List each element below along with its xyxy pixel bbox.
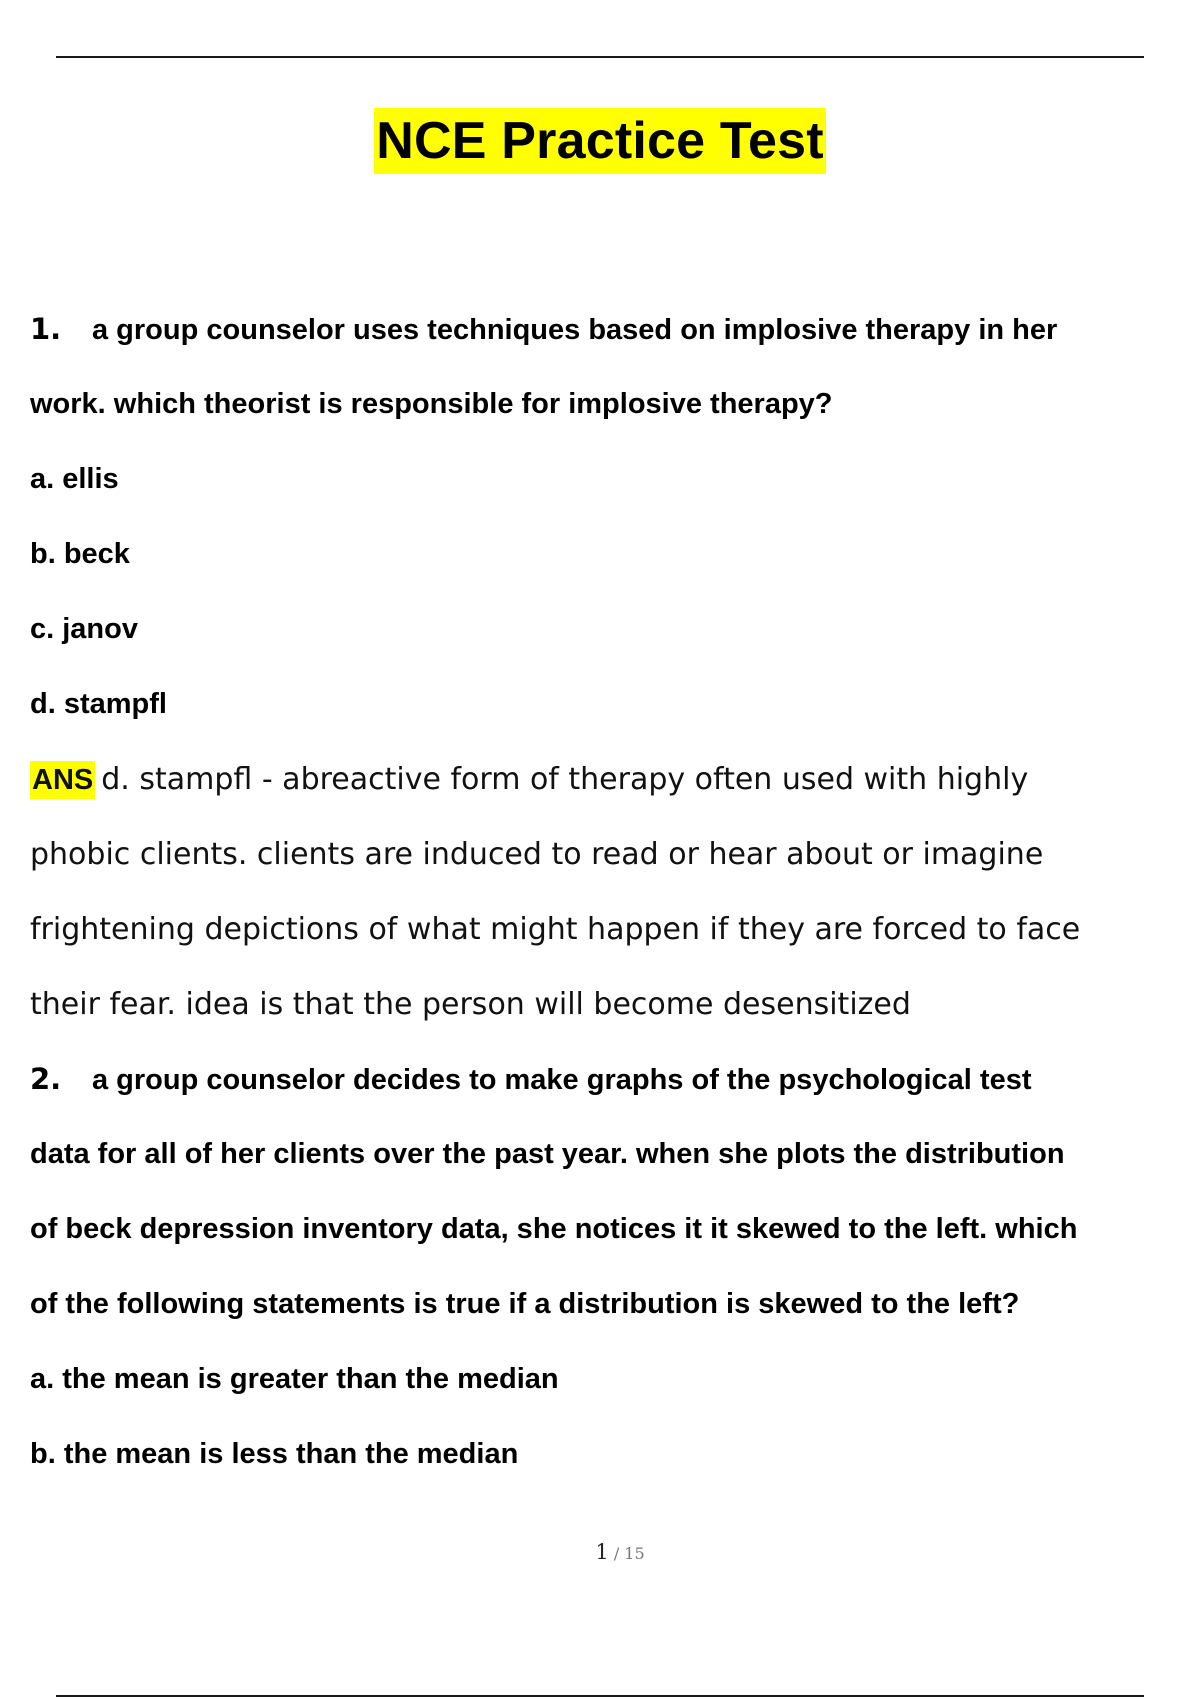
question-2-number: 2. bbox=[30, 1062, 62, 1096]
document-title: NCE Practice Test bbox=[374, 108, 826, 174]
bottom-rule bbox=[56, 1695, 1144, 1697]
question-1-text-2: work. which theorist is responsible for implosive therapy? bbox=[30, 388, 833, 420]
page-total: 15 bbox=[624, 1544, 645, 1563]
question-2-text-1: a group counselor decides to make graphs of the psychological test bbox=[92, 1064, 1032, 1096]
answer-label: ANS bbox=[30, 761, 95, 799]
answer-text-1: d. stampfl - abreactive form of therapy often used with highly bbox=[101, 762, 1029, 797]
question-1-text-1: a group counselor uses techniques based on implosive therapy in her bbox=[92, 314, 1058, 346]
page-separator: / bbox=[613, 1544, 620, 1563]
document-body bbox=[30, 292, 1190, 1492]
question-2-text-2: data for all of her clients over the past year. when she plots the distribution bbox=[30, 1138, 1065, 1170]
page-number bbox=[0, 1540, 1200, 1564]
question-1-option-d: d. stampfl bbox=[30, 688, 167, 720]
question-1-line-1 bbox=[30, 292, 1190, 367]
question-2-option-a: a. the mean is greater than the median bbox=[30, 1363, 559, 1395]
question-1-option-c: c. janov bbox=[30, 613, 138, 645]
title-container bbox=[0, 108, 1200, 174]
question-1-answer-line-1 bbox=[30, 742, 1190, 817]
answer-text-4: their fear. idea is that the person will become desensitized bbox=[30, 987, 911, 1022]
question-2-text-3: of beck depression inventory data, she notices it it skewed to the left. which bbox=[30, 1213, 1078, 1245]
top-rule bbox=[56, 56, 1144, 58]
page-current: 1 bbox=[595, 1540, 609, 1564]
question-1-option-b: b. beck bbox=[30, 538, 130, 570]
answer-text-2: phobic clients. clients are induced to read or hear about or imagine bbox=[30, 837, 1044, 872]
question-1-number: 1. bbox=[30, 312, 62, 346]
question-2-option-b: b. the mean is less than the median bbox=[30, 1438, 519, 1470]
question-1-option-a: a. ellis bbox=[30, 463, 119, 495]
answer-text-3: frightening depictions of what might happen if they are forced to face bbox=[30, 912, 1081, 947]
question-2-line-1 bbox=[30, 1042, 1190, 1117]
question-2-text-4: of the following statements is true if a distribution is skewed to the left? bbox=[30, 1288, 1020, 1320]
